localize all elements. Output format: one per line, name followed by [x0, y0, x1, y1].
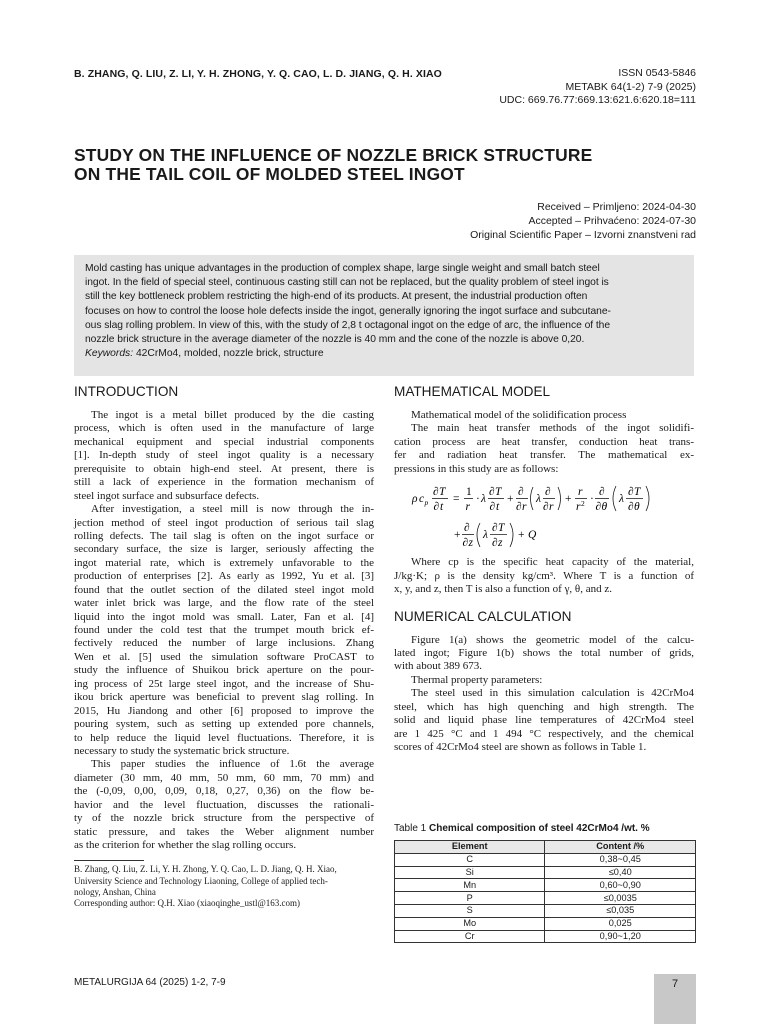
eq-dot: ·: [590, 493, 594, 506]
text-line: necessary to study the systematic brick structure.: [74, 744, 290, 757]
eq-theta: θ: [601, 501, 608, 514]
footnote-line: Corresponding author: Q.H. Xiao (xiaoqinghe_ustl@163.com): [74, 898, 301, 909]
metabk-ref: METABK 64(1-2) 7-9 (2025): [565, 80, 696, 93]
text-line: still a lack of experience in the formation mechanism of: [74, 476, 374, 489]
page-number: 7: [654, 974, 696, 1024]
footnote: [74, 864, 374, 909]
content-cell: 0,38~0,45: [545, 853, 696, 866]
table-row: [395, 866, 696, 879]
numerical-body: [394, 634, 694, 755]
text-line: fer and radiation heat transfer. The mathematical ex-: [394, 449, 694, 462]
eq-partial: ∂: [628, 486, 634, 499]
text-line: ing process of 25t large steel ingot, and the increase of Shu-: [74, 677, 374, 690]
eq-r: r: [465, 501, 470, 514]
table-row: [395, 904, 696, 917]
eq-paren: [531, 487, 534, 510]
eq-r: r: [576, 501, 581, 514]
table-row: [395, 879, 696, 892]
eq-paren: [477, 523, 480, 547]
text-line: After investigation, a steel mill is now through the in-: [91, 503, 374, 516]
text-line: rolling defects. The tail slag is often on the ingot surface or: [74, 529, 374, 542]
paper-dates: [470, 200, 696, 242]
text-line: as the criterion for whether the slag rolling occurs.: [74, 839, 297, 851]
text-line: jection method of steel ingot production of serious tail slag: [74, 516, 374, 529]
eq-rho: ρ: [412, 493, 418, 506]
eq-T: T: [634, 486, 641, 499]
eq-z: z: [498, 537, 503, 550]
content-cell: 0,90~1,20: [545, 930, 696, 943]
eq-lambda: λ: [483, 529, 488, 542]
section-heading-numerical: NUMERICAL CALCULATION: [394, 608, 572, 624]
title-line: ON THE TAIL COIL OF MOLDED STEEL INGOT: [74, 163, 465, 184]
text-line: study the influence of Shuikou brick aperture on the pour-: [74, 664, 374, 677]
text-line: ty of the nozzle brick structure from the perspective of: [74, 812, 374, 825]
text-line: steel, which has high quenching and high strength. The: [394, 700, 694, 713]
udc-code: UDC: 669.76.77:669.13:621.6:620.18=111: [499, 94, 696, 106]
eq-lambda: λ: [481, 493, 486, 506]
eq-partial: ∂: [595, 501, 602, 514]
eq-partial: ∂: [433, 486, 439, 499]
eq-T: T: [439, 486, 446, 499]
text-line: pressions in this study are as follows:: [394, 462, 559, 475]
text-line: [1]. In-depth study of steel ingot quality is a necessary: [74, 449, 374, 462]
footnote-rule: [74, 860, 144, 861]
text-line: are 1 425 °C and 1 494 °C respectively, and the chemical: [394, 727, 694, 740]
eq-paren: [510, 523, 513, 547]
text-line: water inlet brick was large, and the flow rate of the steel: [74, 597, 374, 610]
text-line: J/kg·K; ρ is the density kg/cm³. Where T is a function of: [394, 569, 694, 582]
table-caption-title: Chemical composition of steel 42CrMo4 /wt. %: [429, 823, 650, 834]
table-header-content: Content /%: [545, 841, 696, 854]
text-line: prerequisite to obtain high-end steel. At present, there is: [74, 462, 374, 475]
chemical-composition-table: [394, 840, 696, 943]
text-line: the (-0,09, 0,00, 0,09, 0,18, 0,27, 0,36) on the flow be-: [74, 785, 374, 798]
text-line: scores of 42CrMo4 steel are shown as follows in Table 1.: [394, 741, 647, 753]
abstract-box: [74, 255, 694, 376]
text-line: fectively reduced the number of large inclusions. Zhang: [74, 637, 374, 650]
text-line: ingot material rate, which is extremely unfavorable to the: [74, 556, 374, 569]
eq-paren: [646, 486, 649, 511]
journal-footer: METALURGIJA 64 (2025) 1-2, 7-9: [74, 977, 226, 988]
text-line: The main heat transfer methods of the ingot solidifi-: [411, 422, 694, 435]
section-heading-introduction: INTRODUCTION: [74, 384, 179, 399]
footnote-line: University Science and Technology Liaoning, College of applied tech-: [74, 875, 328, 886]
abstract-line: ous slag rolling problem. In view of this, with the study of 2,8 t octagonal ingot on the edge of arc, the influence of the: [85, 319, 611, 331]
left-column: [74, 382, 374, 909]
right-column: [394, 382, 694, 754]
element-cell: C: [395, 853, 545, 866]
heat-transfer-equation: [394, 480, 694, 550]
element-cell: Cr: [395, 930, 545, 943]
eq-partial: ∂: [545, 486, 551, 499]
text-line: Mathematical model of the solidification process: [411, 409, 627, 421]
text-line: lated ingot; Figure 1(b) shows the total number of grids,: [394, 646, 694, 659]
text-line: x, y, and z, then T is also a function of γ, θ, and z.: [394, 583, 612, 596]
abstract-line: still the key bottleneck problem restricting the high-end of its products. At present, the industrial production often: [85, 291, 588, 303]
table-caption-prefix: Table 1: [394, 823, 430, 834]
text-line: diameter (30 mm, 40 mm, 50 mm, 60 mm, 70 mm) and: [74, 771, 374, 784]
eq-c: c: [419, 493, 425, 506]
eq-paren: [558, 487, 561, 510]
eq-partial: ∂: [543, 501, 549, 514]
issn: ISSN 0543-5846: [618, 67, 696, 79]
table-row: [395, 917, 696, 930]
eq-plus: +: [518, 529, 525, 542]
introduction-body: [74, 409, 374, 852]
text-line: This paper studies the influence of 1.6t the average: [91, 758, 374, 771]
text-line: process, which is often used in the manufacture of large: [74, 422, 374, 435]
eq-z: z: [468, 537, 473, 550]
text-line: to help reduce the liquid level fluctuations. Therefore, it is: [74, 731, 374, 744]
eq-r: r: [578, 486, 583, 499]
text-line: production of enterprises [2]. As early as 1992, Yu et al. [3]: [74, 570, 374, 583]
abstract-line: focuses on how to control the loose hole defects inside the ingot, generally ignoring the ingot surface and subcutane-: [85, 305, 611, 317]
keywords-label: Keywords:: [85, 348, 134, 360]
element-cell: Si: [395, 866, 545, 879]
text-line: The ingot is a metal billet produced by the die casting: [91, 409, 374, 421]
eq-partial: ∂: [462, 537, 469, 550]
accepted-date: Accepted – Prihvaćeno: 2024-07-30: [528, 215, 696, 227]
table-header-element: Element: [395, 841, 545, 854]
eq-Q: Q: [528, 529, 537, 542]
eq-lambda: λ: [536, 493, 541, 506]
footnote-line: B. Zhang, Q. Liu, Z. Li, Y. H. Zhong, Y. Q. Cao, L. D. Jiang, Q. H. Xiao,: [74, 864, 337, 875]
keywords-list: 42CrMo4, molded, nozzle brick, structure: [133, 348, 324, 360]
eq-plus: +: [454, 529, 461, 542]
abstract-line: Mold casting has unique advantages in the production of complex shape, large single weight and small batch steel: [85, 263, 600, 274]
text-line: solid and liquid phase line temperatures of 42CrMo4 steel: [394, 714, 694, 727]
table-body: [395, 853, 696, 943]
text-line: liquid into the ingot mold was small. Later, Fan et al. [4]: [74, 610, 374, 623]
keywords: [85, 347, 683, 361]
abstract-line: nozzle brick structure in the average diameter of the nozzle is 40 mm and the cone of the nozzle is above 0,20.: [85, 334, 585, 346]
table-caption: [394, 823, 650, 834]
text-line: mechanical equipment and special industrial components: [74, 435, 374, 448]
content-cell: ≤0,035: [545, 904, 696, 917]
footnote-line: nology, Anshan, China: [74, 886, 156, 897]
eq-partial: ∂: [518, 486, 524, 499]
element-cell: S: [395, 904, 545, 917]
abstract-line: ingot. In the field of special steel, continuous casting still can not be replaced, but the quality problem of steel ingot is: [85, 277, 609, 289]
text-line: The steel used in this simulation calculation is 42CrMo4: [411, 687, 694, 700]
text-line: 2015, Hu Jiandong and other [6] proposed to improve the: [74, 704, 374, 717]
text-line: pouring system, such as setting up extended pore channels,: [74, 718, 374, 731]
text-line: cation process are heat transfer, conduction heat trans-: [394, 435, 694, 448]
table-header-row: [395, 841, 696, 854]
eq-partial: ∂: [492, 522, 498, 535]
eq-partial: ∂: [433, 501, 440, 514]
eq-r: r: [522, 501, 527, 514]
eq-theta: θ: [634, 501, 640, 514]
eq-plus: +: [565, 493, 572, 506]
eq-r: r: [549, 501, 554, 514]
eq-paren: [613, 486, 616, 511]
text-line: havior and the level fluctuation, discusses the rationali-: [74, 798, 374, 811]
text-line: with about 389 673.: [394, 660, 482, 673]
eq-plus: +: [507, 493, 514, 506]
content-cell: 0,60~0,90: [545, 879, 696, 892]
math-model-body: [394, 409, 694, 476]
title-line: STUDY ON THE INFLUENCE OF NOZZLE BRICK STRUCTURE: [74, 145, 593, 165]
text-line: found that the outlet section of the dilated steel ingot mold: [74, 583, 374, 596]
eq-dot: ·: [476, 493, 480, 506]
element-cell: P: [395, 892, 545, 905]
eq-T: T: [498, 522, 505, 535]
eq-partial: ∂: [516, 501, 522, 514]
math-model-explanation: [394, 556, 694, 596]
author-list: B. ZHANG, Q. LIU, Z. LI, Y. H. ZHONG, Y. Q. CAO, L. D. JIANG, Q. H. XIAO: [74, 68, 442, 80]
eq-p-sub: p: [424, 498, 429, 508]
eq-T: T: [495, 486, 502, 499]
text-line: Wen et al. [5] used the simulation software ProCAST to: [74, 650, 374, 663]
paper-title: [74, 146, 714, 183]
element-cell: Mo: [395, 917, 545, 930]
content-cell: ≤0,0035: [545, 892, 696, 905]
eq-t: t: [440, 501, 444, 514]
eq-partial: ∂: [492, 537, 498, 550]
eq-lambda: λ: [619, 493, 624, 506]
eq-one: 1: [466, 486, 472, 499]
content-cell: 0,025: [545, 917, 696, 930]
eq-equals: =: [453, 493, 460, 506]
text-line: Thermal property parameters:: [411, 673, 543, 686]
text-line: Where cp is the specific heat capacity of the material,: [411, 556, 694, 569]
text-line: found under the cold test that the trumpet mouth brick ef-: [74, 624, 374, 636]
text-line: Figure 1(a) shows the geometric model of the calcu-: [411, 633, 694, 646]
paper-type: Original Scientific Paper – Izvorni znanstveni rad: [470, 229, 696, 241]
table-row: [395, 930, 696, 943]
text-line: static pressure, and takes the Weber alignment number: [74, 825, 374, 838]
eq-two-sup: 2: [581, 499, 585, 509]
eq-partial: ∂: [489, 501, 496, 514]
text-line: steel ingot surface and subsurface defects.: [74, 489, 260, 502]
table-row: [395, 892, 696, 905]
section-heading-math-model: MATHEMATICAL MODEL: [394, 384, 551, 399]
eq-partial: ∂: [464, 522, 470, 535]
eq-t: t: [496, 501, 500, 514]
content-cell: ≤0,40: [545, 866, 696, 879]
element-cell: Mn: [395, 879, 545, 892]
equation-line-1: [411, 486, 649, 513]
eq-partial: ∂: [599, 486, 605, 499]
table-row: [395, 853, 696, 866]
equation-line-2: [454, 522, 537, 549]
received-date: Received – Primljeno: 2024-04-30: [537, 201, 696, 213]
text-line: secondary surface, the size is larger, seriously affecting the: [74, 543, 374, 556]
abstract-text: [85, 262, 683, 347]
eq-partial: ∂: [489, 486, 495, 499]
journal-meta: [499, 67, 696, 108]
text-line: ikou brick aperture was beneficial to prevent slag rolling. In: [74, 691, 374, 704]
eq-partial: ∂: [628, 501, 634, 514]
